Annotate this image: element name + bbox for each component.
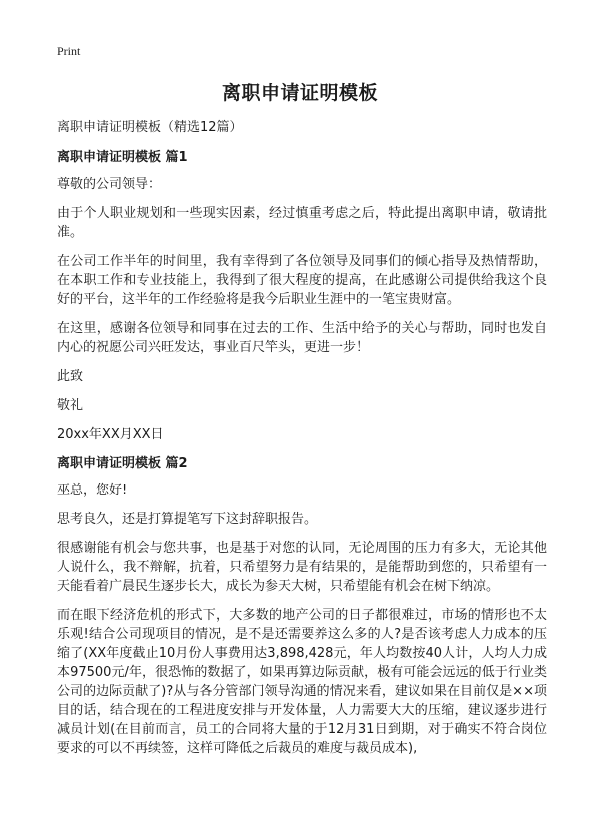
paragraph-2-1: 思考良久，还是打算提笔写下这封辞职报告。 — [57, 512, 318, 527]
date-line: 20xx年XX月XX日 — [57, 427, 164, 442]
greeting-1: 尊敬的公司领导： — [57, 177, 162, 192]
paragraph-2-2: 很感谢能有机会与您共事，也是基于对您的认同，无论周围的压力有多大，无论其他人说什么，我不辩解，抗着，只希望努力是有结果的，是能帮助到您的，只希望有一天能看着广晨民生逐步长大，成长为参天大树，只希望能有机会在树下纳凉。 — [57, 541, 547, 594]
greeting-2: 巫总，您好! — [57, 483, 128, 498]
paragraph-1-3: 在这里，感谢各位领导和同事在过去的工作、生活中给予的关心与帮助，同时也发自内心的祝愿公司兴旺发达，事业百尺竿头，更进一步！ — [57, 321, 547, 355]
paragraph-1-1: 由于个人职业规划和一些现实因素，经过慎重考虑之后，特此提出离职申请，敬请批准。 — [57, 206, 547, 240]
page-title: 离职申请证明模板 — [221, 82, 378, 104]
paragraph-2-3: 而在眼下经济危机的形式下，大多数的地产公司的日子都很难过，市场的情形也不太乐观!结合公司现项目的情况，是不是还需要养这么多的人?是否该考虑人力成本的压缩了(XX年度截止10月份人事费用达3,898,428元，年人均数按40人计，人均人力成本97500元/年，很恐怖的数据了，如果再算边际贡献，极有可能会远远的低于行业类公司的边际贡献了)?从与各分管部门领导沟通的情况来看，建议如果在目前仅是××项目的话，结合现在的工程进度安排与开发体量，人力需要大大的压缩，建议逐步进行减员计划(在目前而言，员工的合同将大量的于12月31日到期，对于确实不符合岗位要求的可以不再续签，这样可降低之后裁员的难度与裁员成本), — [57, 608, 547, 756]
print-link[interactable]: Print — [57, 44, 81, 58]
section-heading-2: 离职申请证明模板 篇2 — [57, 456, 188, 471]
paragraph-1-2: 在公司工作半年的时间里，我有幸得到了各位领导及同事们的倾心指导及热情帮助，在本职工作和专业技能上，我得到了很大程度的提高，在此感谢公司提供给我这个良好的平台，这半年的工作经验将是我今后职业生涯中的一笔宝贵财富。 — [57, 254, 547, 307]
document-body — [57, 118, 547, 768]
closing-line-1: 此致 — [57, 369, 84, 384]
section-heading-1: 离职申请证明模板 篇1 — [57, 150, 188, 165]
document-subtitle: 离职申请证明模板（精选12篇） — [57, 120, 243, 135]
closing-line-2: 敬礼 — [57, 398, 84, 413]
